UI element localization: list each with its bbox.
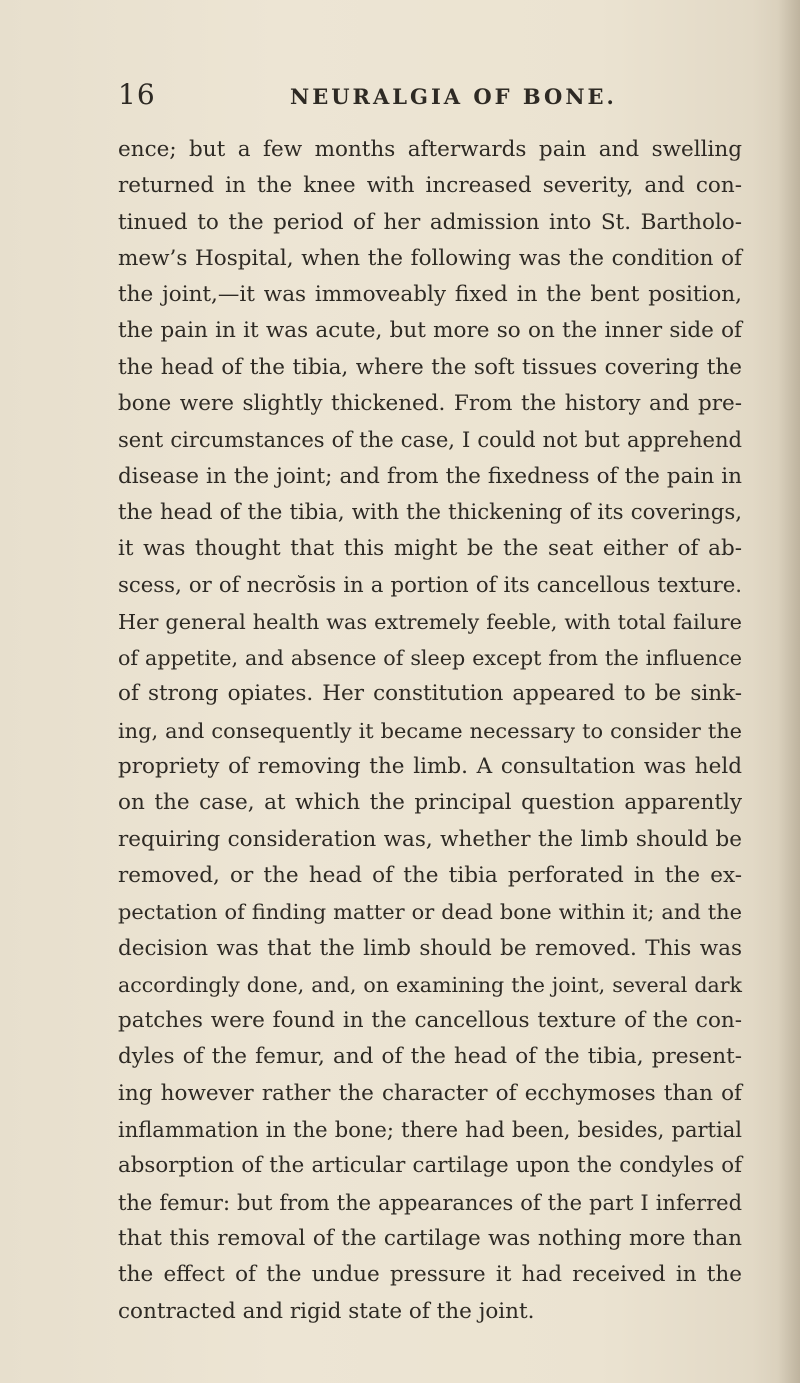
text-line: bone were slightly thickened. From the history and pre- <box>118 391 742 417</box>
text-line: patches were found in the cancellous texture of the con- <box>118 1008 742 1034</box>
text-line: disease in the joint; and from the fixedness of the pain in <box>118 463 742 489</box>
page-number: 16 <box>118 78 156 111</box>
text-line: ence; but a few months afterwards pain and swelling <box>118 137 742 162</box>
text-line: inflammation in the bone; there had been, besides, partial <box>118 1117 742 1143</box>
text-line: the effect of the undue pressure it had received in the <box>118 1262 742 1288</box>
text-line: ing however rather the character of ecchymoses than of <box>118 1080 742 1106</box>
text-line: it was thought that this might be the seat either of ab- <box>118 536 742 562</box>
text-line: the head of the tibia, with the thickening of its coverings, <box>118 499 742 525</box>
text-line: mew’s Hospital, when the following was the condition of <box>118 245 742 271</box>
text-line: Her general health was extremely feeble, with total failure <box>118 609 742 634</box>
text-line: propriety of removing the limb. A consultation was held <box>118 754 742 780</box>
text-line: the pain in it was acute, but more so on the inner side of <box>118 318 742 344</box>
text-line: of appetite, and absence of sleep except from the influence <box>118 646 742 671</box>
body-text <box>118 132 742 1330</box>
text-line: tinued to the period of her admission into St. Bartholo- <box>118 209 742 235</box>
text-line: removed, or the head of the tibia perforated in the ex- <box>118 862 742 888</box>
text-line: ing, and consequently it became necessary to consider the <box>118 718 742 743</box>
text-line: the femur: but from the appearances of the part I inferred <box>118 1190 742 1215</box>
running-head: NEURALGIA OF BONE. <box>290 84 617 109</box>
text-line: the head of the tibia, where the soft tissues covering the <box>118 354 742 380</box>
text-line: that this removal of the cartilage was nothing more than <box>118 1225 742 1251</box>
page-header <box>118 78 738 118</box>
text-line: contracted and rigid state of the joint. <box>118 1298 535 1324</box>
text-line: returned in the knee with increased severity, and con- <box>118 173 742 199</box>
text-line: on the case, at which the principal question apparently <box>118 790 742 816</box>
text-line: decision was that the limb should be removed. This was <box>118 935 742 961</box>
text-line: accordingly done, and, on examining the joint, several dark <box>118 972 742 997</box>
text-line: scess, or of necrŏsis in a portion of its cancellous texture. <box>118 572 742 598</box>
text-line: requiring consideration was, whether the limb should be <box>118 826 742 852</box>
text-line: absorption of the articular cartilage upon the condyles of <box>118 1153 742 1179</box>
text-line: sent circumstances of the case, I could not but apprehend <box>118 427 742 453</box>
page-edge-shadow <box>778 0 800 1383</box>
text-line: of strong opiates. Her constitution appeared to be sink- <box>118 681 742 707</box>
text-line: pectation of finding matter or dead bone within it; and the <box>118 900 742 925</box>
text-line: dyles of the femur, and of the head of the tibia, present- <box>118 1044 742 1070</box>
text-line: the joint,—it was immoveably fixed in the bent position, <box>118 282 742 308</box>
